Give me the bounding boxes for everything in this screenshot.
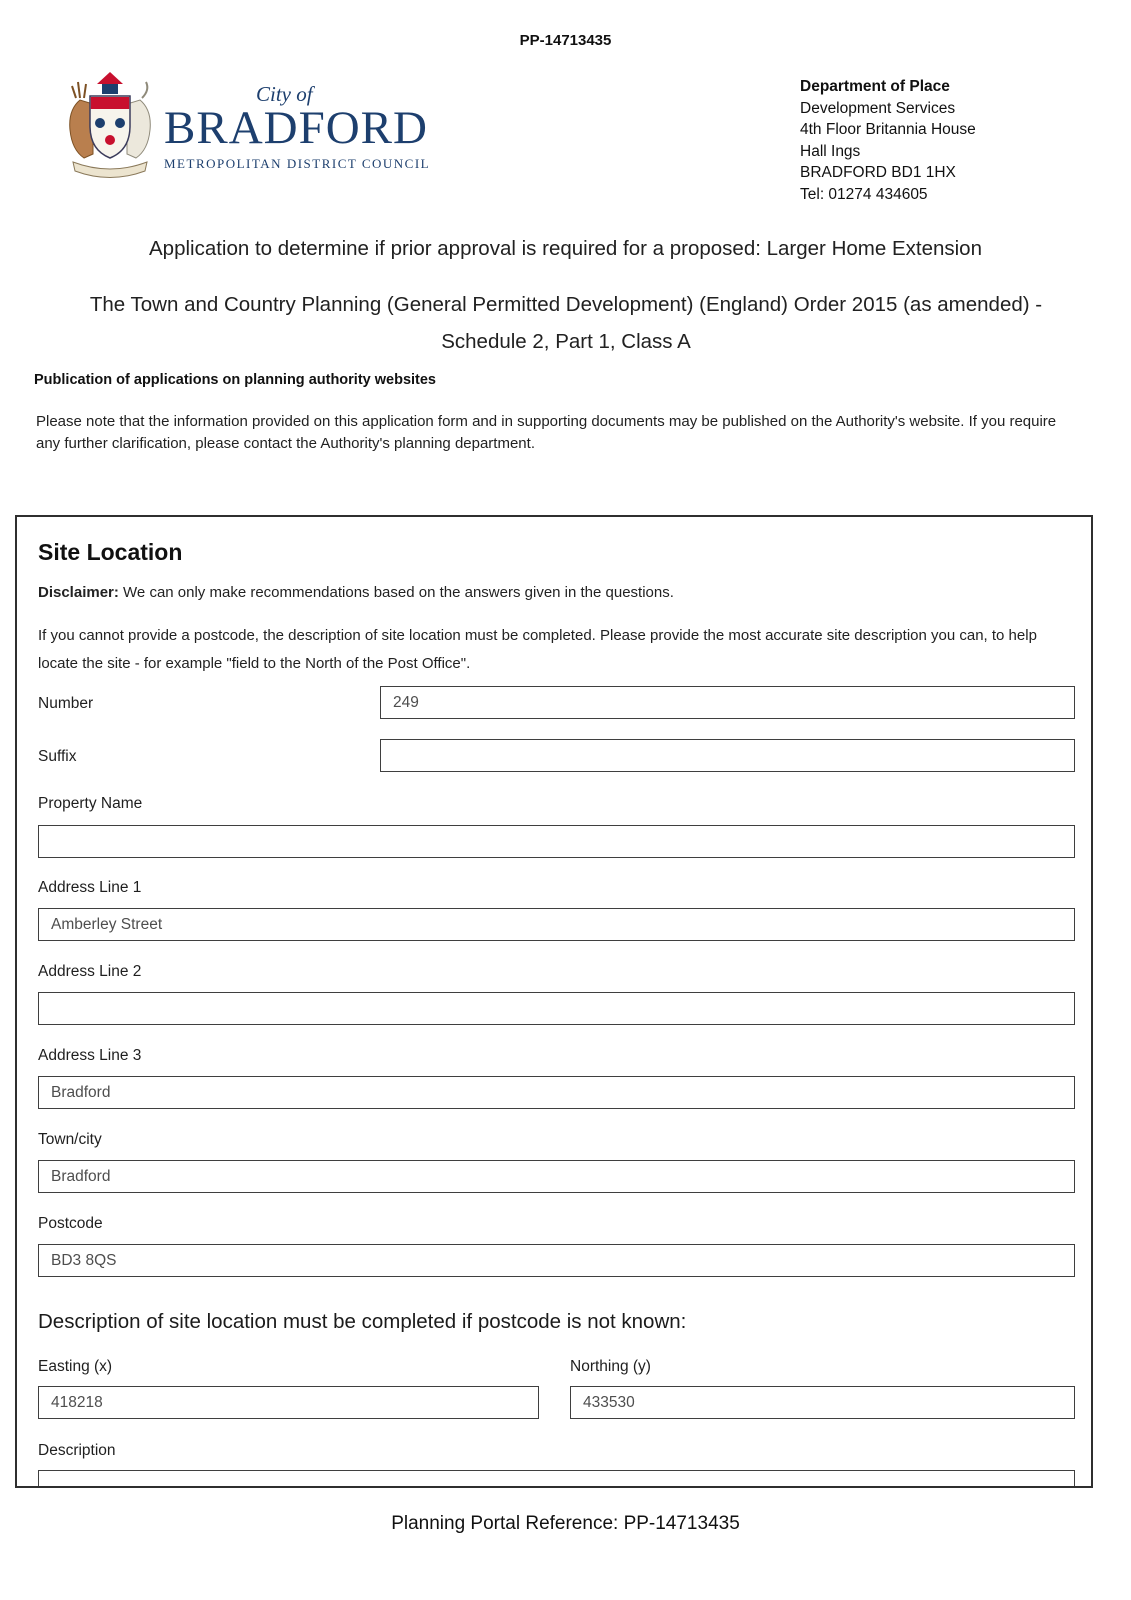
legislation-subtitle: The Town and Country Planning (General Permitted Development) (England) Order 2015 (as amended) - Schedule 2, Part 1, Class A bbox=[89, 293, 1043, 353]
address-line-1-input[interactable] bbox=[38, 908, 1075, 941]
application-title: Application to determine if prior approval is required for a proposed: Larger Home Extension bbox=[149, 237, 982, 260]
description-label: Description bbox=[38, 1442, 116, 1459]
easting-input[interactable] bbox=[38, 1386, 539, 1419]
property-name-input[interactable] bbox=[38, 825, 1075, 858]
postcode-label: Postcode bbox=[38, 1215, 103, 1232]
address-line-1-label: Address Line 1 bbox=[38, 879, 142, 896]
council-logo bbox=[60, 68, 430, 182]
department-phone: Tel: 01274 434605 bbox=[800, 185, 928, 203]
site-location-intro: If you cannot provide a postcode, the description of site location must be completed. Please provide the most accurate site description you can, to help locate the site - for example "field to the North of the Post Office". bbox=[38, 627, 1037, 672]
address-line-2-label: Address Line 2 bbox=[38, 963, 142, 980]
suffix-input[interactable] bbox=[380, 739, 1075, 772]
northing-label: Northing (y) bbox=[570, 1358, 651, 1375]
department-line: 4th Floor Britannia House bbox=[800, 121, 976, 138]
easting-label: Easting (x) bbox=[38, 1358, 113, 1375]
council-logo-text bbox=[164, 68, 430, 172]
address-line-3-label: Address Line 3 bbox=[38, 1047, 142, 1064]
town-city-label: Town/city bbox=[38, 1131, 102, 1148]
logo-city-of: City of bbox=[256, 82, 313, 106]
postcode-input[interactable] bbox=[38, 1244, 1075, 1277]
number-label: Number bbox=[38, 695, 94, 712]
description-input[interactable] bbox=[38, 1470, 1075, 1488]
number-input[interactable] bbox=[380, 686, 1075, 719]
department-name: Department of Place bbox=[800, 78, 950, 95]
publication-heading: Publication of applications on planning authority websites bbox=[34, 372, 436, 388]
disclaimer-body: We can only make recommendations based on the answers given in the questions. bbox=[118, 584, 674, 601]
bradford-crest-icon bbox=[60, 68, 160, 182]
address-line-3-input[interactable] bbox=[38, 1076, 1075, 1109]
description-requirement-heading: Description of site location must be completed if postcode is not known: bbox=[38, 1310, 687, 1333]
site-location-heading: Site Location bbox=[38, 539, 183, 565]
logo-bradford: BRADFORD bbox=[164, 102, 428, 154]
department-line: Development Services bbox=[800, 99, 956, 117]
department-line: Hall Ings bbox=[800, 142, 861, 160]
department-address-block bbox=[800, 76, 976, 205]
property-name-label: Property Name bbox=[38, 795, 143, 812]
suffix-label: Suffix bbox=[38, 748, 77, 765]
address-line-2-input[interactable] bbox=[38, 992, 1075, 1025]
site-location-section bbox=[15, 515, 1093, 1488]
disclaimer-text bbox=[38, 584, 674, 601]
logo-subtitle: METROPOLITAN DISTRICT COUNCIL bbox=[164, 155, 431, 171]
town-city-input[interactable] bbox=[38, 1160, 1075, 1193]
planning-portal-reference-footer: Planning Portal Reference: PP-14713435 bbox=[391, 1513, 740, 1534]
application-reference: PP-14713435 bbox=[519, 32, 612, 49]
disclaimer-label: Disclaimer: bbox=[38, 584, 119, 601]
northing-input[interactable] bbox=[570, 1386, 1075, 1419]
department-line: BRADFORD BD1 1HX bbox=[800, 164, 956, 181]
publication-body: Please note that the information provided on this application form and in supporting documents may be published on the Authority's website. If you require any further clarification, please contact the Authority's planning department. bbox=[36, 413, 1057, 452]
